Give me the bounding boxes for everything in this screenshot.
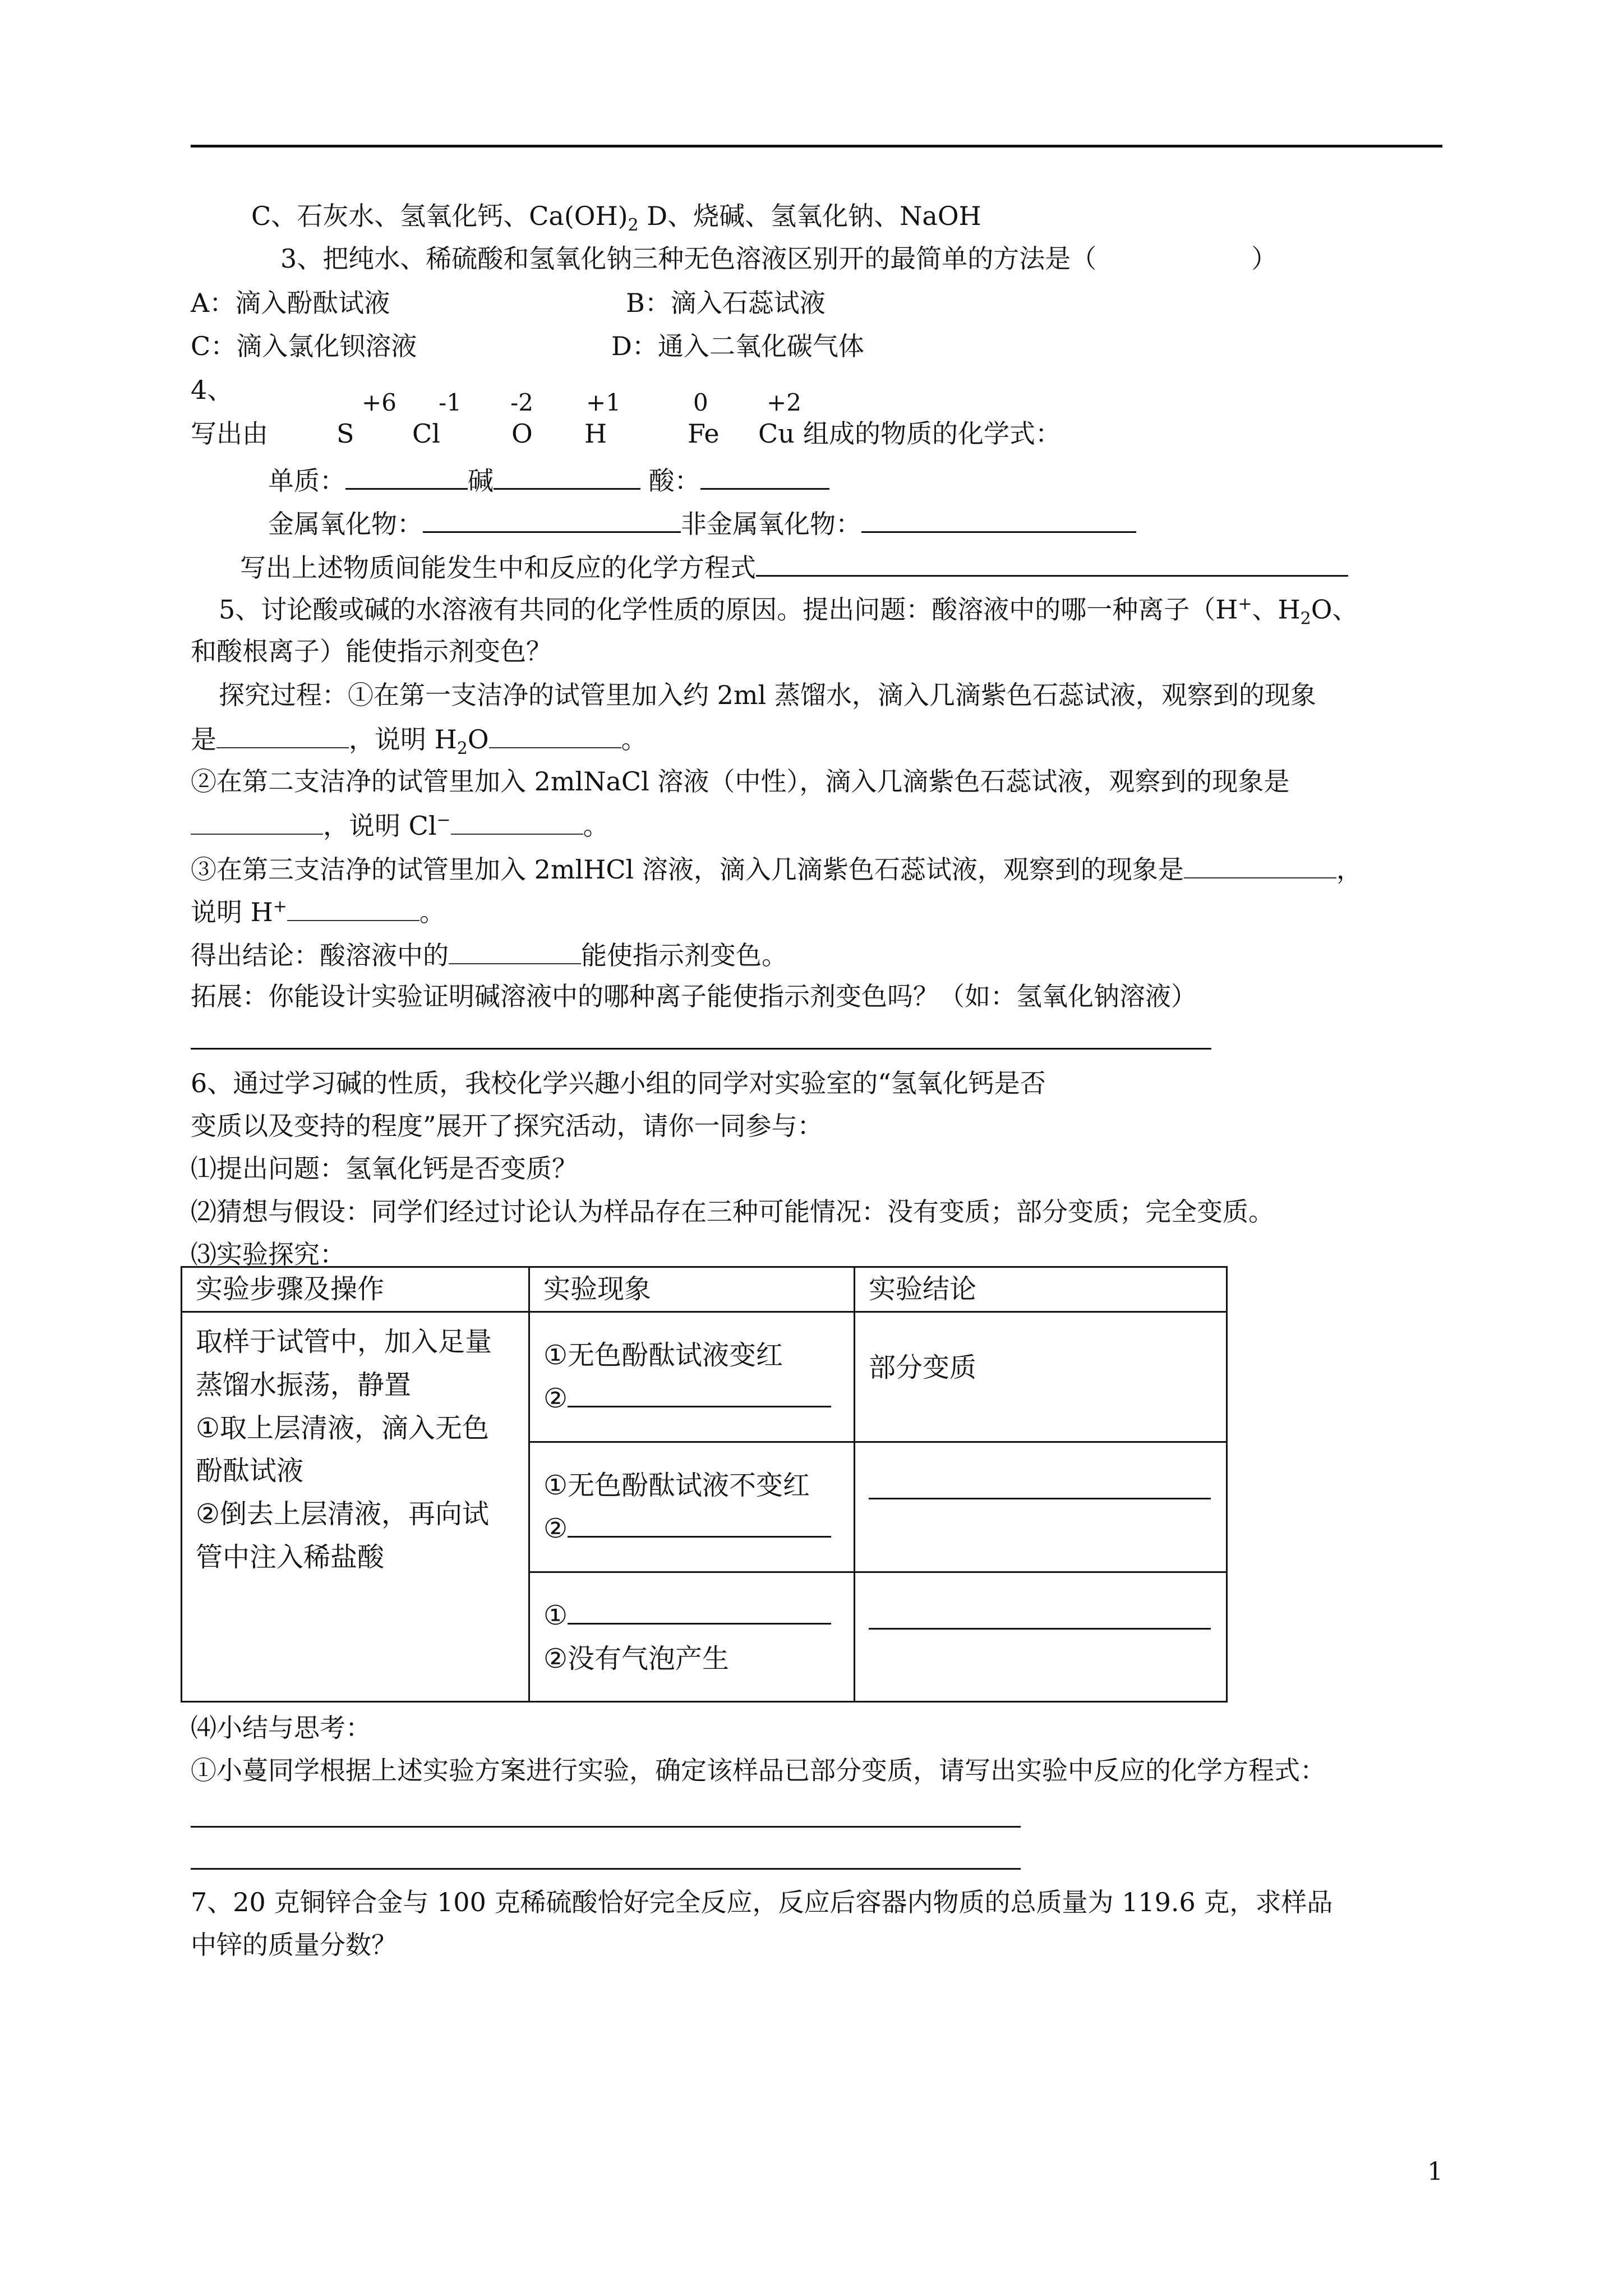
table-header: 实验现象: [529, 1267, 855, 1312]
q5-conclusion: 得出结论：酸溶液中的 能使指示剂变色。: [191, 940, 787, 970]
conclusion-cell: 部分变质: [855, 1312, 1227, 1442]
q4-simple-substance: 单质： 碱 酸：: [268, 466, 829, 494]
element: H: [584, 418, 607, 449]
q5-answer-line: [191, 1048, 1211, 1050]
q4-lead: 写出由: [191, 418, 268, 449]
conclusion-cell: [855, 1572, 1227, 1702]
q5-question: 5、讨论酸或碱的水溶液有共同的化学性质的原因。提出问题：酸溶液中的哪一种离子（H+、$H_2O$、: [219, 594, 1358, 629]
element: Cl: [412, 418, 440, 449]
q7-question: 7、20 克铜锌合金与 100 克稀硫酸恰好完全反应，反应后容器内物质的总质量为 119.6 克，求样品: [191, 1887, 1333, 1917]
answer-blank: [1184, 855, 1336, 878]
conclusion-cell: [855, 1442, 1227, 1572]
answer-blank: [345, 466, 468, 490]
q3-option-a: A：滴入酚酞试液: [191, 288, 390, 318]
q5-extension: 拓展：你能设计实验证明碱溶液中的哪种离子能使指示剂变色吗？（如：氢氧化钠溶液）: [191, 981, 1197, 1011]
q5-step1-cont: 是 ，说明 $H_2O$ 。: [191, 724, 647, 759]
q6-part4: ⑷小结与思考：: [191, 1713, 371, 1743]
answer-blank: [494, 466, 640, 490]
q2-option-cd: [251, 203, 981, 234]
answer-blank: [451, 811, 583, 835]
observation-cell: ①无色酚酞试液不变红 ②: [529, 1442, 855, 1572]
valence: 0: [693, 389, 708, 416]
q4-number: 4、: [191, 375, 233, 405]
observation-cell: ①无色酚酞试液变红 ②: [529, 1312, 855, 1442]
answer-blank: [216, 725, 349, 748]
q2-option-d: D、烧碱、氢氧化钠、NaOH: [638, 201, 981, 231]
answer-blank: [756, 553, 1348, 577]
answer-blank: [568, 1383, 831, 1407]
q7-question-cont: 中锌的质量分数？: [191, 1930, 397, 1960]
element: Fe: [688, 418, 720, 449]
experiment-steps: 取样于试管中，加入足量 蒸馏水振荡，静置 ①取上层清液，滴入无色 酚酞试液 ②倒去上层清液，再向试 管中注入稀盐酸: [182, 1312, 529, 1702]
observation-cell: ① ②没有气泡产生: [529, 1572, 855, 1702]
q2-option-c: C、石灰水、氢氧化钙、Ca(OH): [251, 201, 628, 231]
q6-part3: ⑶实验探究：: [191, 1239, 345, 1269]
q6-answer-line: [191, 1826, 1021, 1828]
answer-blank: [287, 898, 419, 921]
answer-blank: [861, 509, 1136, 533]
answer-blank: [191, 811, 323, 835]
q3-option-b: B：滴入石蕊试液: [626, 288, 826, 318]
valence: +1: [586, 389, 621, 416]
q6-part1: ⑴提出问题：氢氧化钙是否变质？: [191, 1153, 578, 1184]
answer-blank: [568, 1600, 831, 1625]
q3-option-d: D：通入二氧化碳气体: [611, 331, 864, 361]
answer-blank: [489, 725, 621, 748]
valence: +6: [362, 389, 396, 416]
valence: -2: [510, 389, 533, 416]
element: O: [511, 418, 533, 449]
header-rule: [191, 145, 1442, 148]
q5-question-cont: 和酸根离子）能使指示剂变色？: [191, 636, 552, 666]
q5-step3: ③在第三支洁净的试管里加入 2mlHCl 溶液，滴入几滴紫色石蕊试液，观察到的现象是 ，: [191, 854, 1362, 885]
valence: +2: [767, 389, 801, 416]
answer-blank: [700, 466, 829, 490]
q4-tail: 组成的物质的化学式：: [803, 418, 1061, 449]
q5-step3-cont: 说明 H+ 。: [191, 896, 445, 927]
subscript: 2: [628, 215, 639, 236]
table-header: 实验步骤及操作: [182, 1267, 529, 1312]
answer-blank: [423, 509, 681, 533]
q5-step1: 探究过程：①在第一支洁净的试管里加入约 2ml 蒸馏水，滴入几滴紫色石蕊试液，观察到的现象: [219, 680, 1316, 710]
page-number: 1: [1427, 2157, 1443, 2186]
q6-part2: ⑵猜想与假设：同学们经过讨论认为样品存在三种可能情况：没有变质；部分变质；完全变质。: [191, 1197, 1274, 1227]
q4-neutralization: 写出上述物质间能发生中和反应的化学方程式: [240, 553, 1348, 581]
answer-blank: [568, 1513, 831, 1538]
table-row: [182, 1312, 1227, 1442]
answer-blank: [449, 941, 581, 964]
q6-answer-line: [191, 1868, 1021, 1870]
element: S: [336, 418, 354, 449]
answer-blank: [869, 1475, 1211, 1499]
answer-blank: [869, 1605, 1211, 1630]
experiment-table: [181, 1266, 1228, 1703]
q6-intro-cont: 变质以及变持的程度”展开了探究活动，请你一同参与：: [191, 1111, 823, 1141]
q6-part4-question: ①小蔓同学根据上述实验方案进行实验，确定该样品已部分变质，请写出实验中反应的化学方程式：: [191, 1755, 1326, 1786]
table-header-row: [182, 1267, 1227, 1312]
element: Cu: [758, 418, 795, 449]
q5-step2: ②在第二支洁净的试管里加入 2mlNaCl 溶液（中性），滴入几滴紫色石蕊试液，观察到的现象是: [191, 766, 1290, 797]
q6-intro: 6、通过学习碱的性质，我校化学兴趣小组的同学对实验室的“氢氧化钙是否: [191, 1068, 1046, 1098]
table-header: 实验结论: [855, 1267, 1227, 1312]
q5-step2-cont: ，说明 Cl− 。: [191, 811, 609, 839]
valence: -1: [439, 389, 462, 416]
q3-stem: 3、把纯水、稀硫酸和氢氧化钠三种无色溶液区别开的最简单的方法是（ ）: [280, 243, 1278, 274]
q4-oxides: 金属氧化物： 非金属氧化物：: [268, 509, 1136, 537]
q3-option-c: C：滴入氯化钡溶液: [191, 331, 417, 361]
